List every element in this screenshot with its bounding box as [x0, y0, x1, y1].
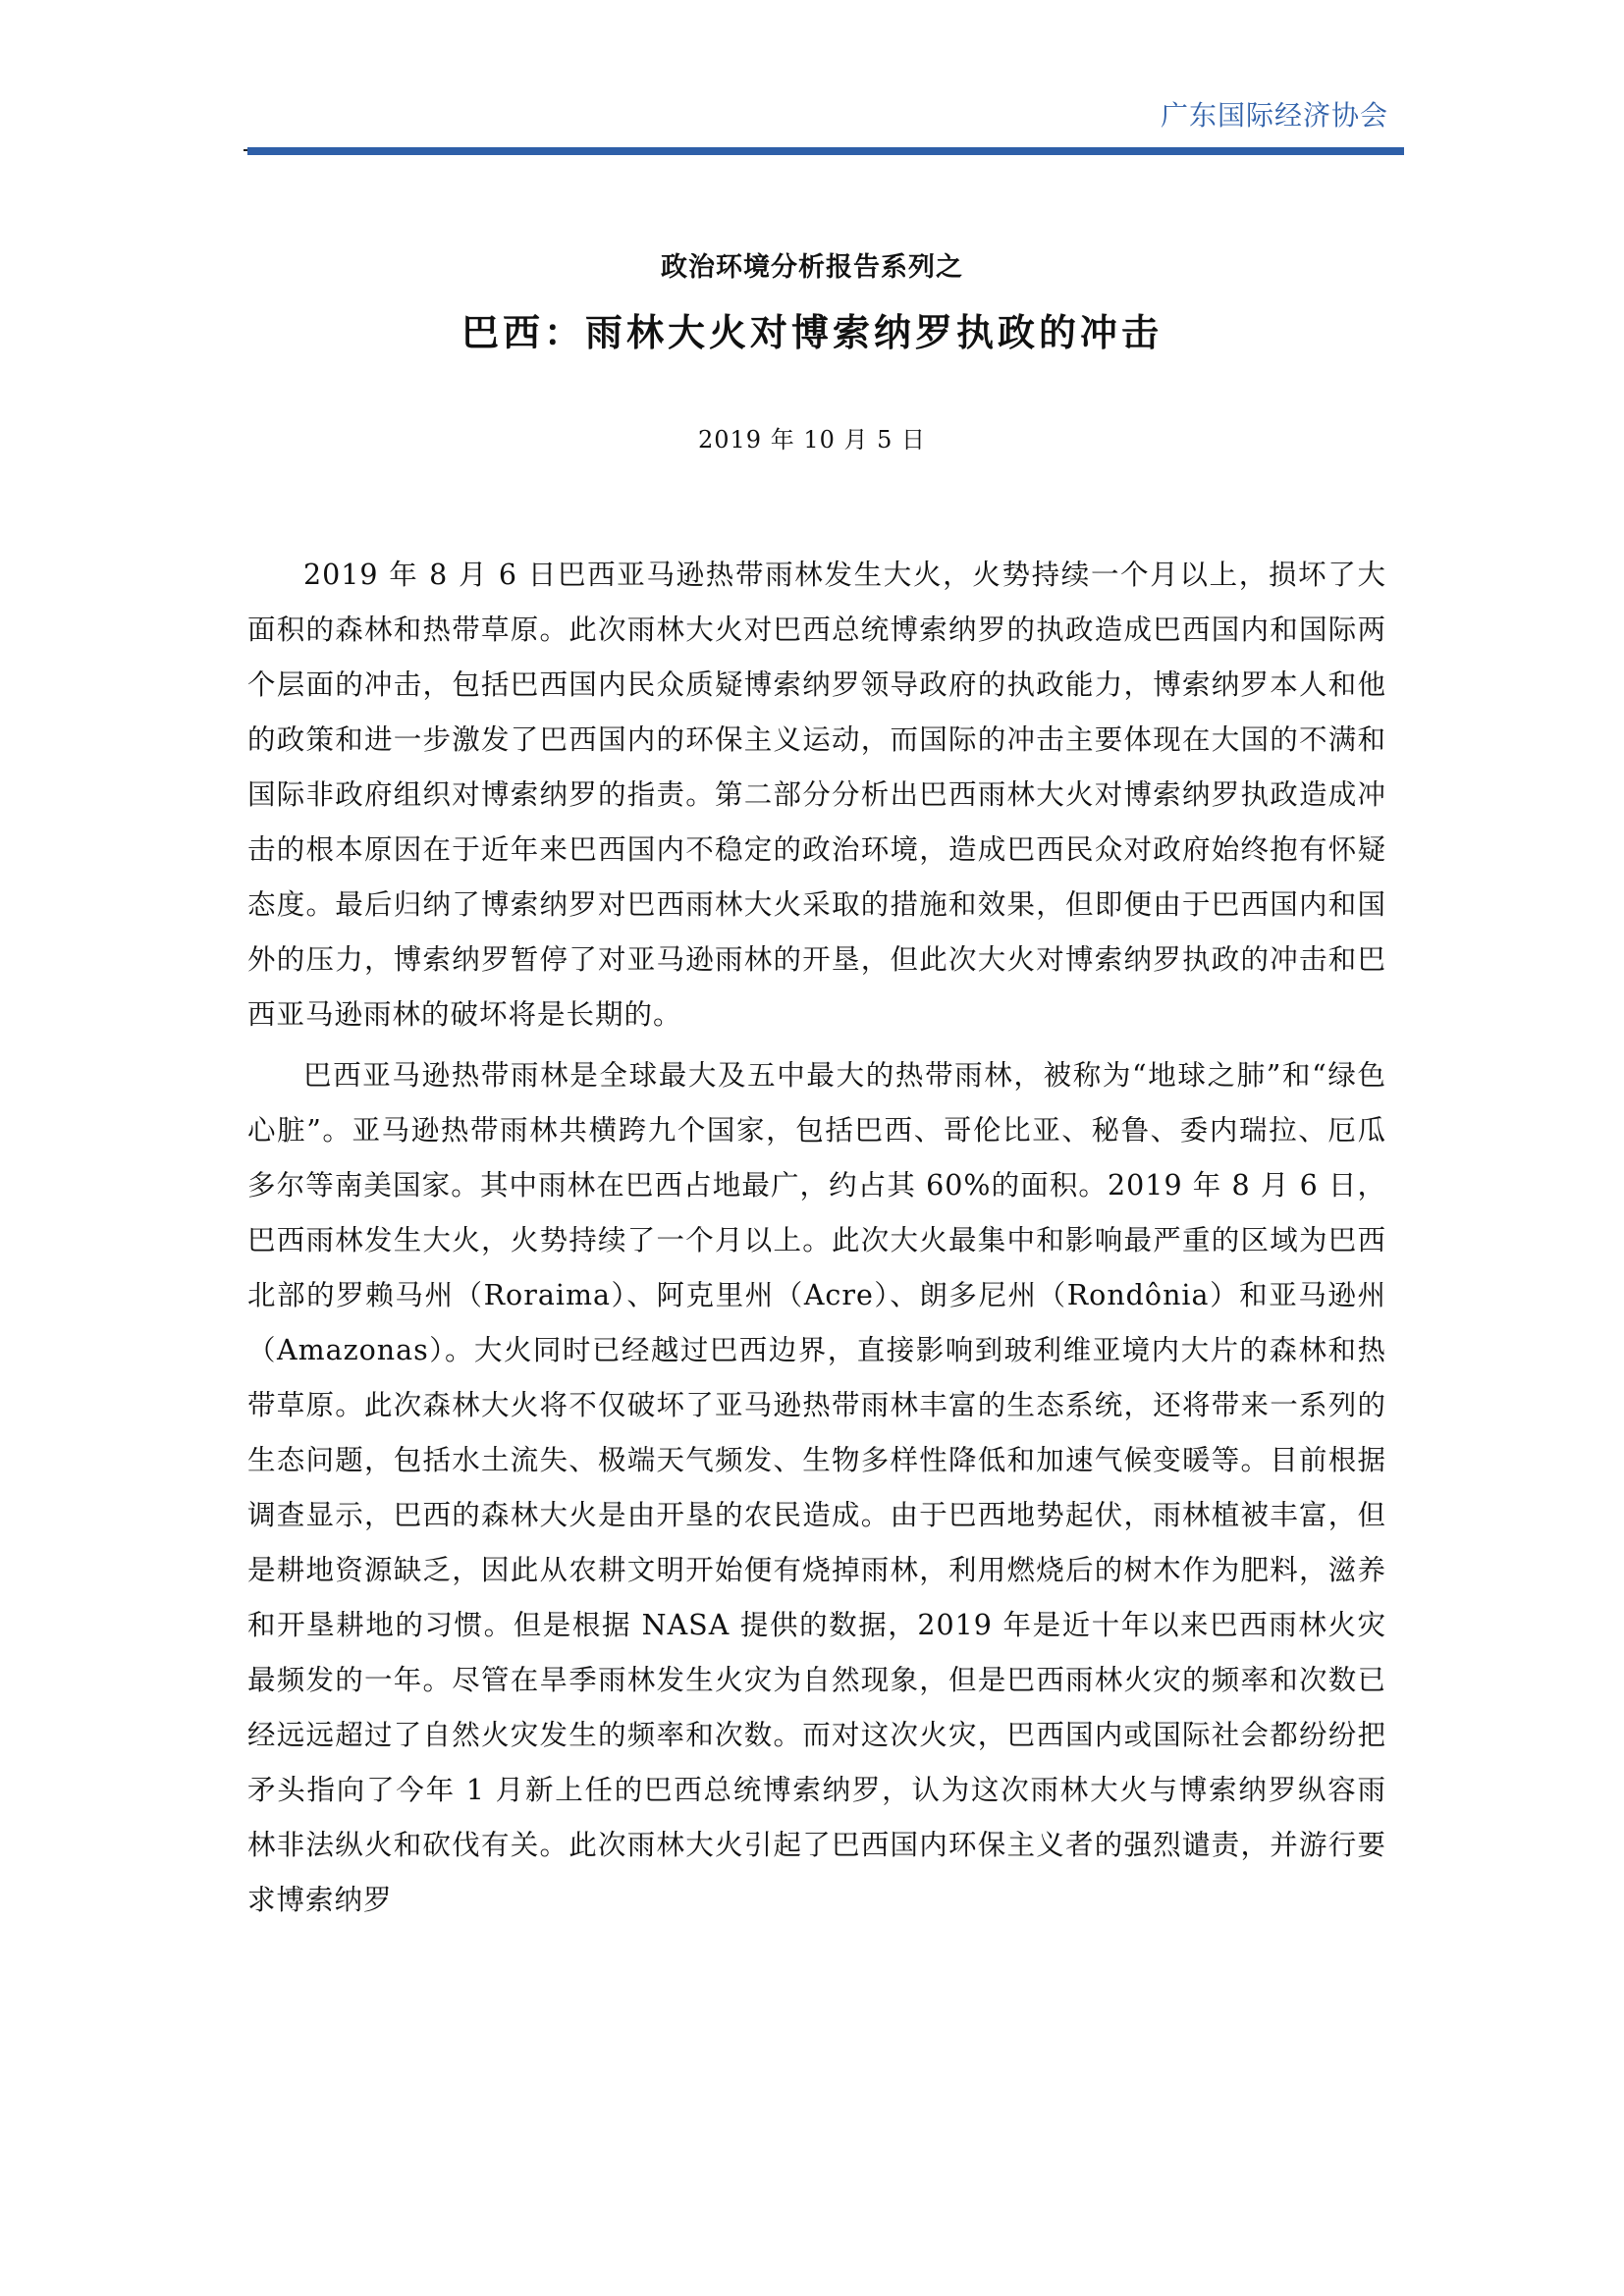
- paragraph-abstract: 2019 年 8 月 6 日巴西亚马逊热带雨林发生大火，火势持续一个月以上，损坏了大面积的森林和热带草原。此次雨林大火对巴西总统博索纳罗的执政造成巴西国内和国际两个层面的冲击，包括巴西国内民众质疑博索纳罗领导政府的执政能力，博索纳罗本人和他的政策和进一步激发了巴西国内的环保主义运动，而国际的冲击主要体现在大国的不满和国际非政府组织对博索纳罗的指责。第二部分分析出巴西雨林大火对博索纳罗执政造成冲击的根本原因在于近年来巴西国内不稳定的政治环境，造成巴西民众对政府始终抱有怀疑态度。最后归纳了博索纳罗对巴西雨林大火采取的措施和效果，但即便由于巴西国内和国外的压力，博索纳罗暂停了对亚马逊雨林的开垦，但此次大火对博索纳罗执政的冲击和巴西亚马逊雨林的破坏将是长期的。: [247, 559, 1386, 1031]
- series-title: 政治环境分析报告系列之: [661, 252, 963, 283]
- paragraph-background: 巴西亚马逊热带雨林是全球最大及五中最大的热带雨林，被称为“地球之肺”和“绿色心脏”。亚马逊热带雨林共横跨九个国家，包括巴西、哥伦比亚、秘鲁、委内瑞拉、厄瓜多尔等南美国家。其中雨林在巴西占地最广，约占其 60%的面积。2019 年 8 月 6 日，巴西雨林发生大火，火势持续了一个月以上。此次大火最集中和影响最严重的区域为巴西北部的罗赖马州（Roraima）、阿克里州（Acre）、朗多尼州（Rondônia）和亚马逊州（Amazonas）。大火同时已经越过巴西边界，直接影响到玻利维亚境内大片的森林和热带草原。此次森林大火将不仅破坏了亚马逊热带雨林丰富的生态系统，还将带来一系列的生态问题，包括水土流失、极端天气频发、生物多样性降低和加速气候变暖等。目前根据调查显示，巴西的森林大火是由开垦的农民造成。由于巴西地势起伏，雨林植被丰富，但是耕地资源缺乏，因此从农耕文明开始便有烧掉雨林，利用燃烧后的树木作为肥料，滋养和开垦耕地的习惯。但是根据 NASA 提供的数据，2019 年是近十年以来巴西雨林火灾最频发的一年。尽管在旱季雨林发生火灾为自然现象，但是巴西雨林火灾的频率和次数已经远远超过了自然火灾发生的频率和次数。而对这次火灾，巴西国内或国际社会都纷纷把矛头指向了今年 1 月新上任的巴西总统博索纳罗，认为这次雨林大火与博索纳罗纵容雨林非法纵火和砍伐有关。此次雨林大火引起了巴西国内环保主义者的强烈谴责，并游行要求博索纳罗: [247, 1059, 1386, 1916]
- header-organization: 广东国际经济协会: [1160, 99, 1388, 132]
- header-rule: [247, 147, 1404, 155]
- report-date: 2019 年 10 月 5 日: [697, 426, 927, 454]
- body-text: [247, 548, 1386, 1928]
- page-title: 巴西：雨林大火对博索纳罗执政的冲击: [460, 311, 1163, 354]
